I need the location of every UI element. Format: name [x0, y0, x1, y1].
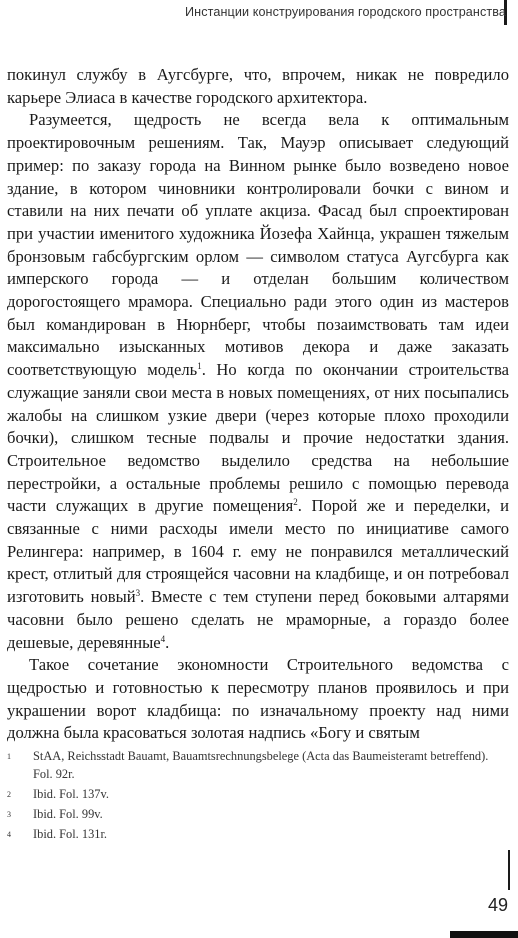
footnote-text: Ibid. Fol. 137v. [33, 786, 109, 801]
footnote-ref-2[interactable]: 2 [293, 497, 298, 508]
footnote-number: 3 [7, 809, 11, 819]
footnote-number: 1 [7, 752, 11, 761]
paragraph-text: . Но когда по окончании строительства служащие заняли свои места в новых помещениях, от них посыпались жалобы на слишком узкие двери (через которые плохо проходили бочки), слишком тесные подвалы и прочие недостатки здания. Строительное ведомство выделило средства на небольшие перестройки, а остальные проблемы решило с помощью перевода части служащих в другие помещения [7, 360, 509, 516]
footer-rule [508, 850, 510, 890]
paragraph-text: . Вместе с тем ступени перед боковыми алтарями часовни было решено сделать не мраморные, а гораздо более дешевые, деревянные [7, 587, 509, 652]
footnote-text: StAA, Reichsstadt Bauamt, Bauamtsrechnungsbelege (Acta das Baumeisteramt betreffend). Fol. 92r. [33, 749, 489, 781]
paragraph-last: Такое сочетание экономности Строительного ведомства с щедростью и готовностью к пересмотру планов проявилось и при украшении ворот кладбища: по изначальному проекту над ними должна была красоваться золотая надпись «Богу и святым [7, 655, 509, 743]
page-number: 49 [487, 895, 508, 915]
paragraph-continuation: покинул службу в Аугсбурге, что, впрочем, никак не повредило карьере Элиаса в качестве городского архитектора. [7, 65, 509, 107]
footnote-ref-3[interactable]: 3 [135, 588, 141, 599]
footnote-number: 2 [7, 789, 11, 799]
footnote-ref-1[interactable]: 1 [197, 361, 202, 372]
running-header: Инстанции конструирования городского пространства [185, 5, 506, 19]
footnote-number: 4 [7, 829, 11, 839]
footnotes [7, 748, 509, 846]
footnote [7, 806, 509, 824]
paragraph-text: . [165, 632, 170, 652]
footnote [7, 826, 509, 844]
footnote-text: Ibid. Fol. 99v. [33, 806, 103, 821]
paragraph-main [7, 109, 509, 654]
body-text [7, 64, 509, 745]
bottom-bar [450, 931, 518, 938]
paragraph-text: . Порой же и переделки, и связанные с ними расходы имели место по инициативе самого Релингера: например, в 1604 г. ему не понравился металлический крест, отлитый для строящейся часовни на кладбище, и он потребовал изготовить новый [7, 496, 509, 607]
footnote-ref-4[interactable]: 4 [160, 633, 166, 644]
footnote [7, 748, 509, 783]
footnote [7, 786, 509, 804]
paragraph-text: Разумеется, щедрость не всегда вела к оптимальным проектировочным решениям. Так, Мауэр описывает следующий пример: по заказу города на Винном рынке было возведено новое здание, в котором чиновники контролировали бочки с вином и ставили на них печати об уплате акциза. Фасад был спроектирован при участии именитого художника Йозефа Хайнца, украшен тяжелым бронзовым габсбургским орлом — символом статуса Аугсбурга как имперского города — и отделан большим количеством дорогостоящего мрамора. Специально ради этого один из мастеров был командирован в Нюрнберг, чтобы позаимствовать там идеи максимально изысканных мотивов декора и даже заказать соответствующую модель [7, 110, 509, 380]
footnote-text: Ibid. Fol. 131r. [33, 826, 108, 841]
